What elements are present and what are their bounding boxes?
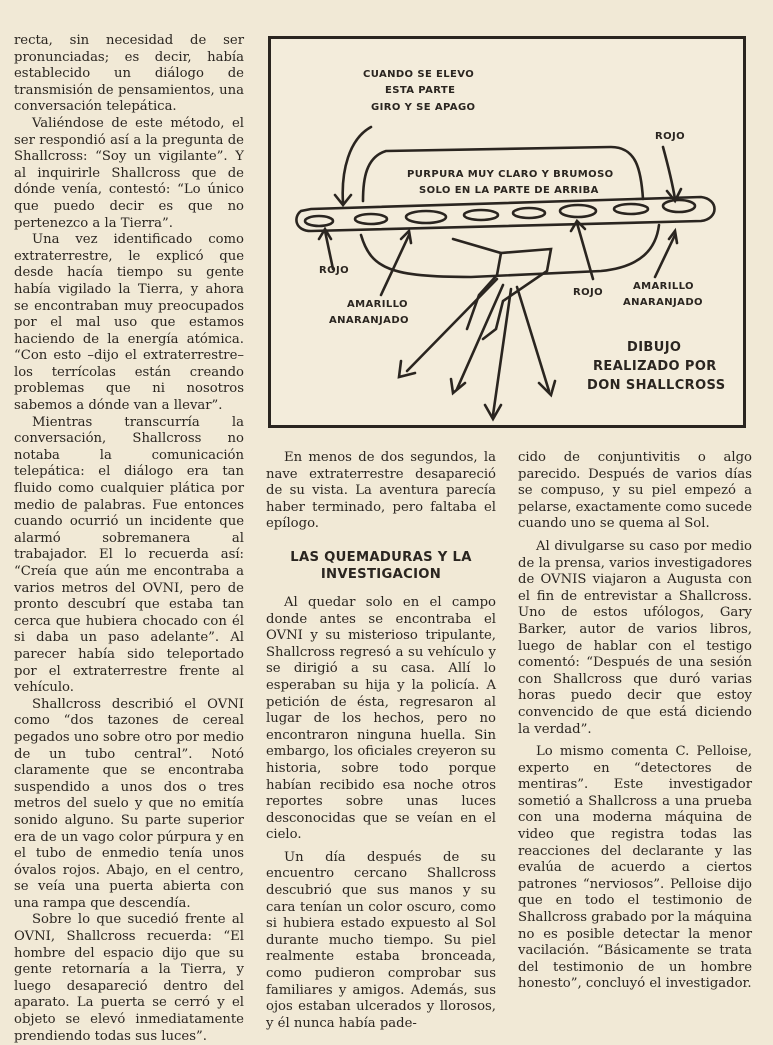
paragraph: Una vez identificado como extraterrestre, le explicó que desde hacía tiempo su gente había vigilado la Tierra, y ahora se encontraban muy preocupados por el mal uso que estamos haciendo de la energía atómica. “Con esto –dijo el extraterrestre– los terrícolas están creando problemas que ni nosotros sabemos a dónde van a llevar”. bbox=[14, 232, 244, 414]
label-rojo-left: ROJO bbox=[319, 265, 350, 276]
paragraph: Mientras transcurría la conversación, Shallcross no notaba la comunicación telepática: el diálogo era tan fluido como cualquier plática por medio de palabras. Fue entonces cuando ocurrió un incidente que alarmó sobremanera al trabajador. El lo recuerda así: “Creía que aún me encontraba a varios metros del OVNI, pero de pronto descubrí que estaba tan cerca que hubiera chocado con él si daba un paso adelante”. Al parecer había sido teleportado por el extraterrestre frente al vehículo. bbox=[14, 414, 244, 696]
text-column-middle bbox=[266, 450, 496, 1032]
paragraph: Al divulgarse su caso por medio de la prensa, varios investigadores de OVNIS viajaron a Augusta con el fin de entrevistar a Shallcross. Uno de estos ufólogos, Gary Barker, autor de varios libros, luego de hablar con el testigo comentó: “Después de una sesión con Shallcross que duró varias horas puedo decir que estoy convencido de que está diciendo la verdad”. bbox=[518, 538, 752, 737]
label-rojo-top: ROJO bbox=[655, 131, 686, 142]
paragraph: Al quedar solo en el campo donde antes se encontraba el OVNI y su misterioso tripulante, Shallcross regresó a su vehículo y se dirigió a su casa. Allí lo esperaban su hija y la policía. A petición de ésta, regresaron al lugar de los hechos, pero no encontraron ninguna huella. Sin embargo, los oficiales creyeron su historia, sobre todo porque habían recibido esa noche otros reportes sobre unas luces desconocidas que se veían en el cielo. bbox=[266, 594, 496, 843]
section-heading: LAS QUEMADURAS Y LA INVESTIGACION bbox=[290, 549, 472, 582]
paragraph: En menos de dos segundos, la nave extraterrestre desapareció de su vista. La aventura parecía haber terminado, pero faltaba el epílogo. bbox=[266, 450, 496, 532]
label-purpura: PURPURA MUY CLARO Y BRUMOSO bbox=[407, 169, 614, 180]
label-anaranjado-right: ANARANJADO bbox=[623, 297, 703, 308]
paragraph: Un día después de su encuentro cercano Shallcross descubrió que sus manos y su cara tenían un color oscuro, como si hubiera estado expuesto al Sol durante mucho tiempo. Su piel realmente estaba bronceada, como pudieron comprobar sus familiares y amigos. Además, sus ojos estaban ulcerados y llorosos, y él nunca había pade- bbox=[266, 849, 496, 1031]
text-column-left bbox=[14, 33, 244, 1045]
caption-shallcross: DON SHALLCROSS bbox=[587, 378, 726, 393]
label-rojo-mid: ROJO bbox=[573, 287, 604, 298]
paragraph: Lo mismo comenta C. Pelloise, experto en “detectores de mentiras”. Este investigador sometió a Shallcross a una prueba con una moderna máquina de video que registra todas las reacciones del declarante y las evalúa de acuerdo a ciertos patrones “nerviosos”. Pelloise dijo que en todo el testimonio de Shallcross grabado por la máquina no es posible detectar la menor vacilación. “Básicamente se trata del testimonio de un hombre honesto”, concluyó el investigador. bbox=[518, 744, 752, 992]
paragraph: cido de conjuntivitis o algo parecido. Después de varios días se compuso, y su piel empezó a pelarse, exactamente como sucede cuando uno se quema al Sol. bbox=[518, 450, 752, 532]
label-giro-se-apago: GIRO Y SE APAGO bbox=[371, 102, 476, 113]
label-solo-arriba: SOLO EN LA PARTE DE ARRIBA bbox=[419, 185, 599, 196]
ufo-sketch bbox=[271, 39, 743, 425]
caption-realizado-por: REALIZADO POR bbox=[593, 359, 717, 374]
caption-dibujo: DIBUJO bbox=[627, 340, 682, 355]
label-amarillo-left: AMARILLO bbox=[347, 299, 408, 310]
paragraph: Shallcross describió el OVNI como “dos tazones de cereal pegados uno sobre otro por medio de un tubo central”. Notó claramente que se encontraba suspendido a unos dos o tres metros del suelo y que no emitía sonido alguno. Su parte superior era de un vago color púrpura y en el tubo de enmedio tenía unos óvalos rojos. Abajo, en el centro, se veía una puerta abierta con una rampa que descendía. bbox=[14, 696, 244, 911]
label-esta-parte: ESTA PARTE bbox=[385, 85, 456, 96]
paragraph: Sobre lo que sucedió frente al OVNI, Shallcross recuerda: “El hombre del espacio dijo que su gente retornaría a la Tierra, y luego desapareció dentro del aparato. La puerta se cerró y el objeto se elevó inmediatamente prendiendo todas sus luces”. bbox=[14, 912, 244, 1044]
label-cuando-se-elevo: CUANDO SE ELEVO bbox=[363, 69, 475, 80]
label-amarillo-right: AMARILLO bbox=[633, 281, 694, 292]
label-anaranjado-left: ANARANJADO bbox=[329, 315, 409, 326]
text-column-right bbox=[518, 450, 752, 993]
paragraph: recta, sin necesidad de ser pronunciadas; es decir, había establecido un diálogo de transmisión de pensamientos, una conversación telepática. bbox=[14, 33, 244, 115]
ufo-drawing-figure bbox=[268, 36, 746, 428]
paragraph: Valiéndose de este método, el ser respondió así a la pregunta de Shallcross: “Soy un vigilante”. Y al inquirirle Shallcross que de dónde venía, contestó: “Lo único que puedo decir es que no pertenezco a la Tierra”. bbox=[14, 115, 244, 231]
